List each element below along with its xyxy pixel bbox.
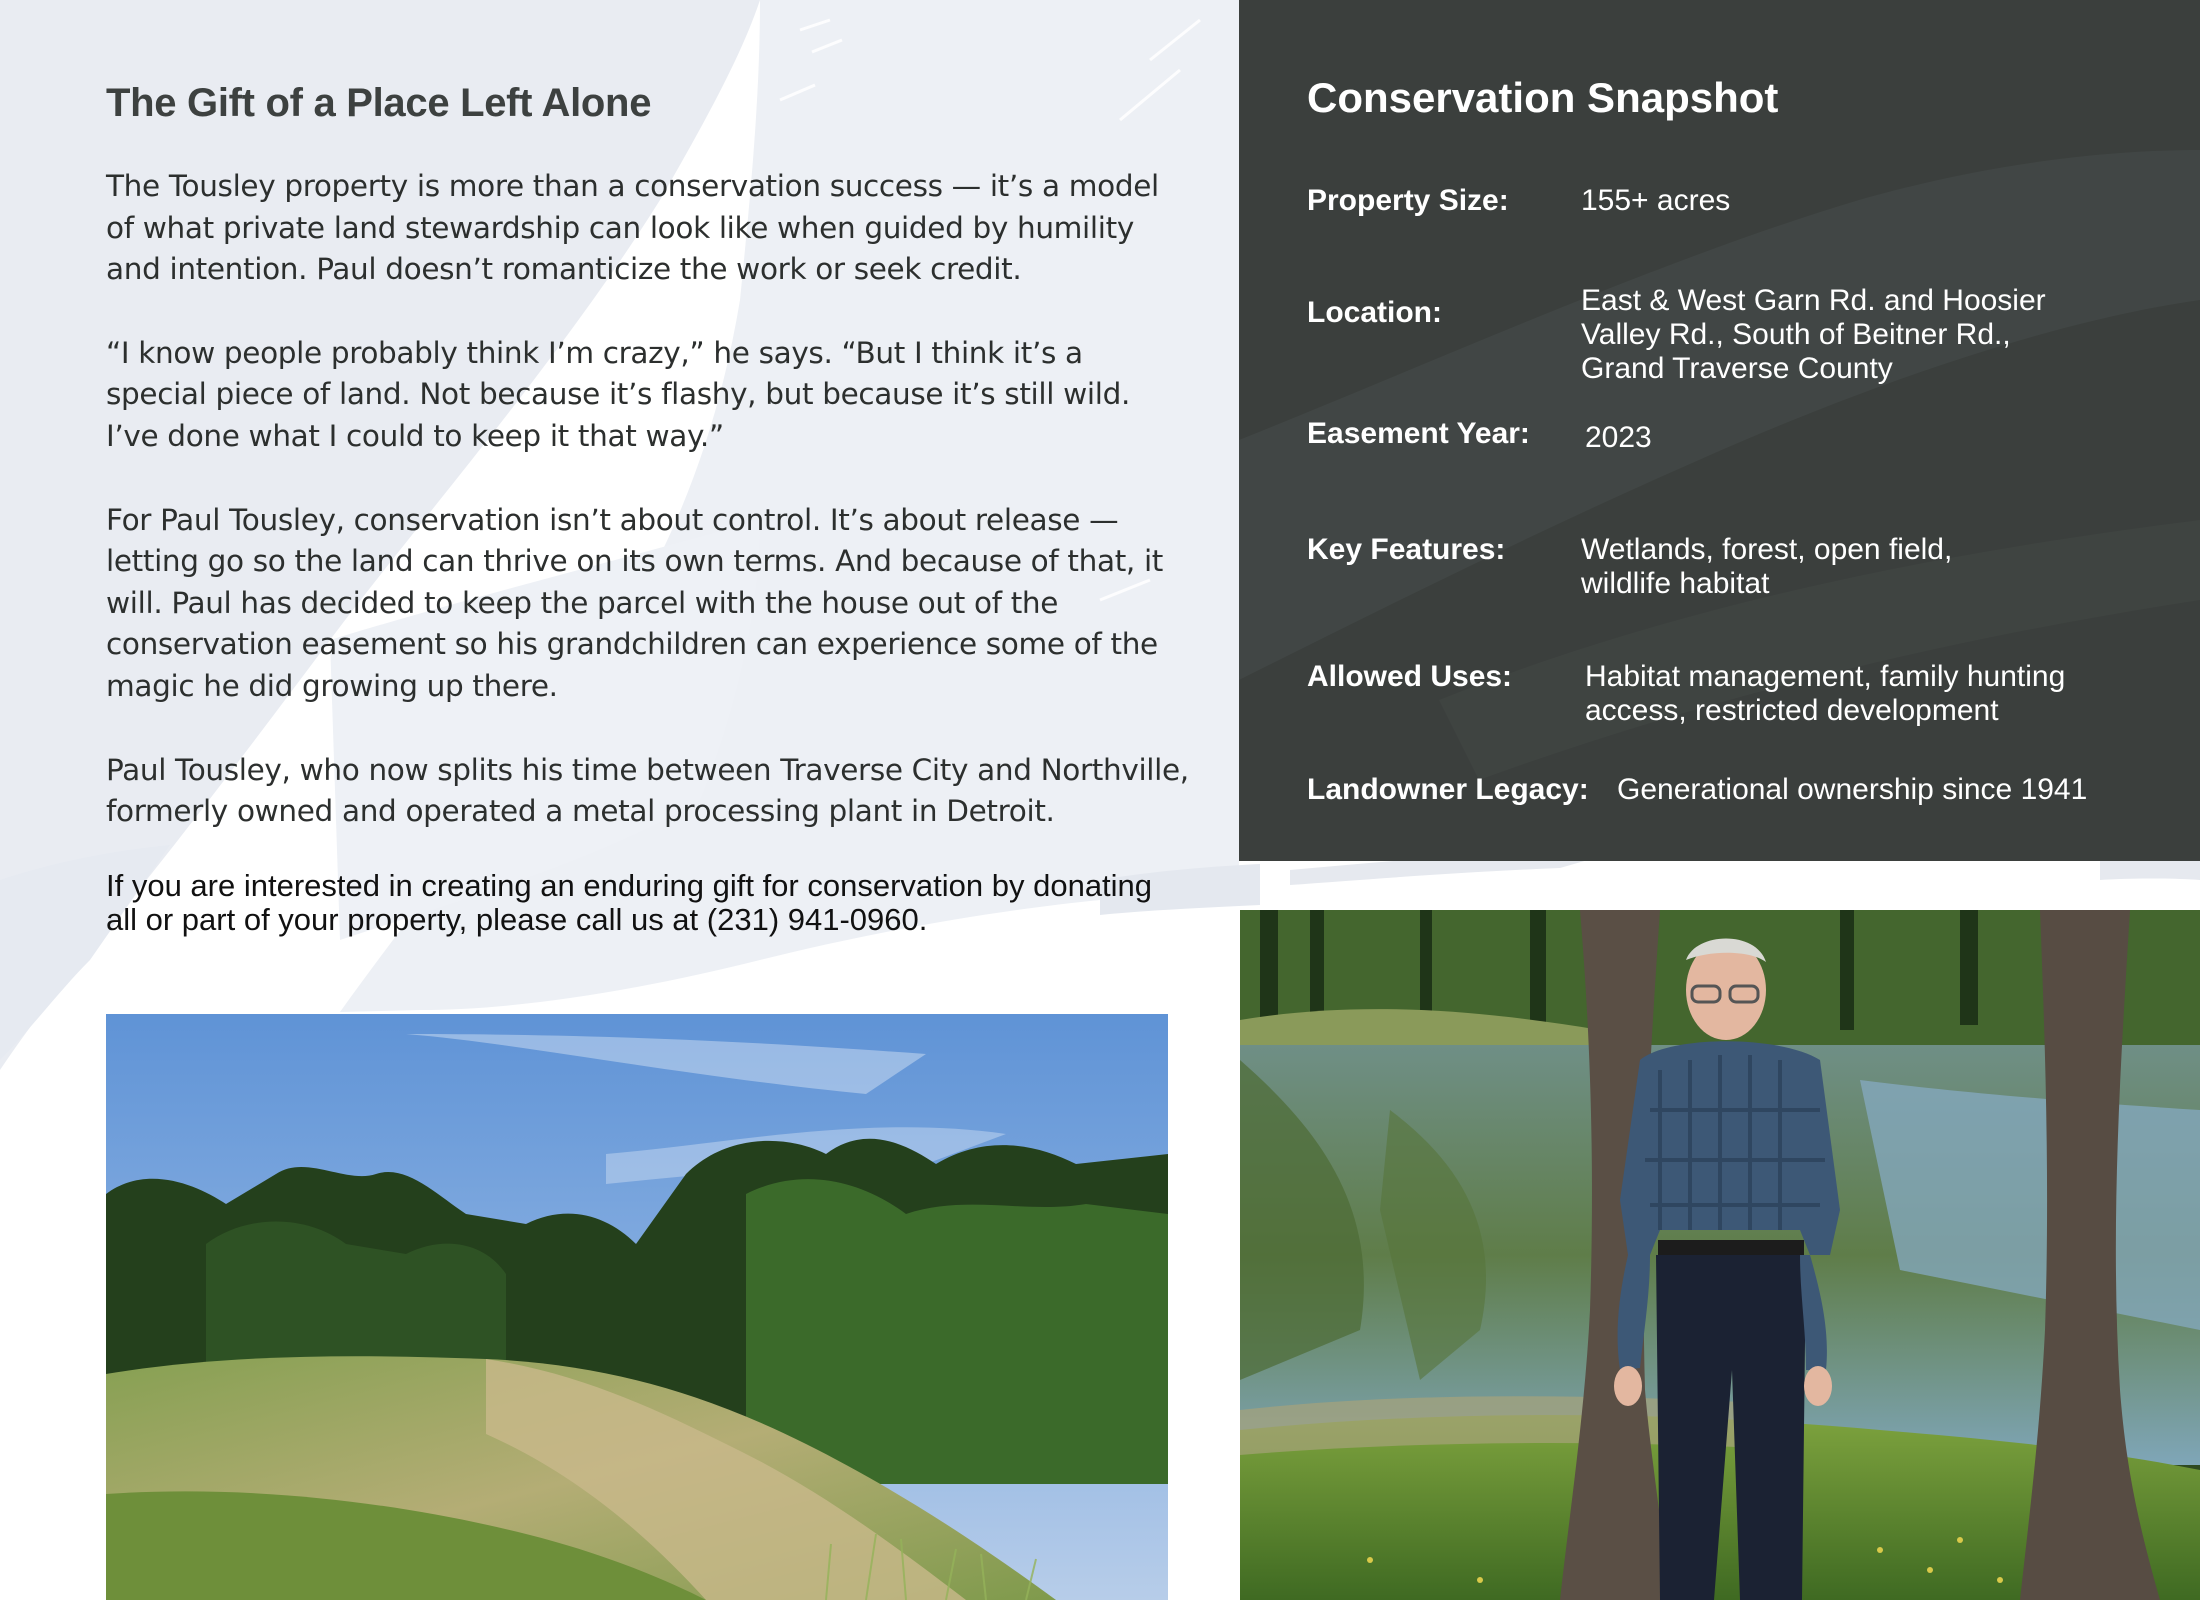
landscape-photo (106, 1014, 1168, 1600)
paragraph: Paul Tousley, who now splits his time between Traverse City and Northville, formerly owned and operated a metal processing plant in Detroit. (106, 752, 1189, 829)
paragraph: “I know people probably think I’m crazy,” he says. “But I think it’s a special piece of land. Not because it’s flashy, but because it’s still wild. I’ve done what I could to keep it that way.” (106, 335, 1130, 453)
fact-value: 155+ acres (1581, 184, 1731, 217)
landowner-portrait-photo (1240, 910, 2200, 1600)
snapshot-title: Conservation Snapshot (1307, 74, 1779, 121)
fact-label: Allowed Uses: (1307, 660, 1513, 693)
fact-label: Landowner Legacy: (1307, 773, 1589, 806)
article-title: The Gift of a Place Left Alone (106, 81, 652, 125)
fact-label: Key Features: (1307, 533, 1506, 566)
paragraph: The Tousley property is more than a conservation success — it’s a model of what private land stewardship can look like when guided by humility and intention. Paul doesn’t romanticize the work or seek credit. (106, 169, 1159, 287)
article-column (106, 78, 1191, 937)
fact-label: Property Size: (1307, 184, 1509, 217)
conservation-snapshot-panel (1239, 0, 2200, 861)
fact-value: Habitat management, family hunting access, restricted development (1585, 660, 2066, 727)
fact-value: East & West Garn Rd. and Hoosier Valley Rd., South of Beitner Rd., Grand Traverse County (1581, 284, 2046, 385)
fact-label: Location: (1307, 296, 1442, 329)
fact-value: Generational ownership since 1941 (1617, 773, 2088, 806)
fact-label: Easement Year: (1307, 417, 1530, 450)
call-to-action: If you are interested in creating an enduring gift for conservation by donating all or part of your property, please call us at (231) 941-0960. (106, 867, 1153, 937)
fact-value: Wetlands, forest, open field, wildlife habitat (1581, 533, 1953, 600)
paragraph: For Paul Tousley, conservation isn’t about control. It’s about release — letting go so the land can thrive on its own terms. And because of that, it will. Paul has decided to keep the parcel with the house out of the conservation easement so his grandchildren can experience some of the magic he did growing up there. (106, 502, 1164, 703)
fact-value: 2023 (1585, 421, 1652, 454)
